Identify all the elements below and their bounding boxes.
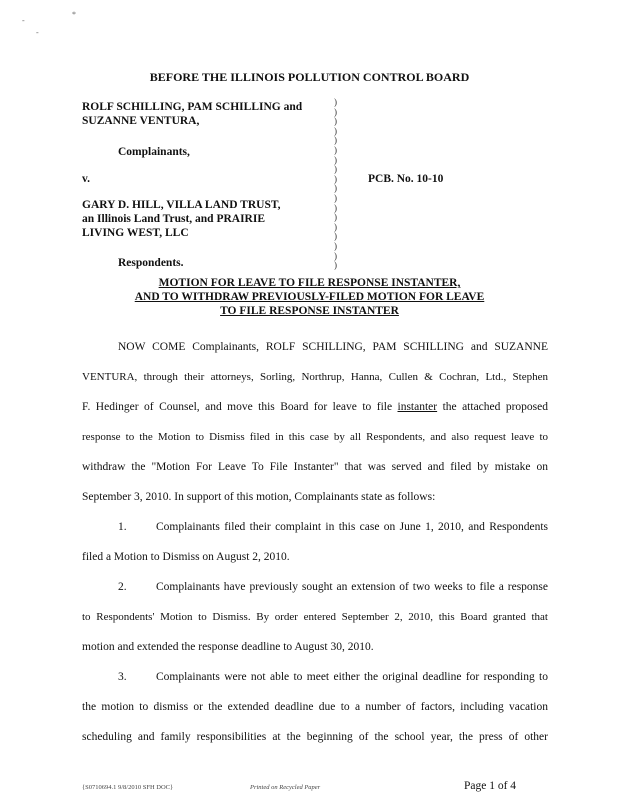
- motion-title-line: AND TO WITHDRAW PREVIOUSLY-FILED MOTION FOR LEAVE: [134, 291, 485, 303]
- defendants-line: GARY D. HILL, VILLA LAND TRUST,: [82, 199, 281, 211]
- defendants-line: LIVING WEST, LLC: [82, 227, 189, 239]
- intro-line: September 3, 2010. In support of this motion, Complainants state as follows:: [82, 491, 436, 503]
- intro-text: F. Hedinger of Counsel, and move this Board for leave to file: [82, 401, 393, 413]
- intro-line: withdraw the "Motion For Leave To File Instanter" that was served and filed by mistake on: [82, 461, 548, 473]
- defendants-role: Respondents.: [118, 257, 184, 269]
- item-line: Complainants filed their complaint in this case on June 1, 2010, and Respondents: [156, 521, 548, 533]
- board-heading: BEFORE THE ILLINOIS POLLUTION CONTROL BOARD: [149, 70, 470, 84]
- motion-title-line: TO FILE RESPONSE INSTANTER: [220, 305, 399, 317]
- intro-line: [82, 400, 548, 415]
- document-id: {S0710694.1 9/8/2010 SFH DOC}: [82, 784, 174, 791]
- plaintiffs-line: ROLF SCHILLING, PAM SCHILLING and: [82, 101, 303, 113]
- item-line: to Respondents' Motion to Dismiss. By order entered September 2, 2010, this Board granted that: [82, 611, 548, 623]
- intro-line: VENTURA, through their attorneys, Sorling, Northrup, Hanna, Cullen & Cochran, Ltd., Stephen: [82, 371, 548, 383]
- corner-mark: *: [72, 10, 76, 19]
- item-number: 1.: [118, 521, 127, 533]
- versus-label: v.: [82, 173, 90, 185]
- item-number: 3.: [118, 671, 127, 683]
- corner-mark: -: [22, 16, 25, 25]
- intro-text: the attached proposed: [442, 401, 548, 413]
- plaintiffs-role: Complainants,: [118, 146, 190, 158]
- motion-title-line: MOTION FOR LEAVE TO FILE RESPONSE INSTANTER,: [158, 277, 461, 289]
- defendants-line: an Illinois Land Trust, and PRAIRIE: [82, 213, 266, 225]
- recycled-paper-note: Printed on Recycled Paper: [250, 784, 321, 791]
- plaintiffs-line: SUZANNE VENTURA,: [82, 115, 200, 127]
- page-number: Page 1 of 4: [464, 780, 517, 792]
- corner-mark: -: [36, 28, 39, 37]
- item-line: motion and extended the response deadline to August 30, 2010.: [82, 641, 374, 653]
- instanter-word: instanter: [397, 401, 438, 413]
- item-line: the motion to dismiss or the extended deadline due to a number of factors, including vacation: [82, 701, 548, 713]
- item-line: Complainants have previously sought an extension of two weeks to file a response: [156, 581, 548, 593]
- caption-divider: ) ) ) ) ) ) ) ) ) ) ) ) ) ) ) ) ) ): [334, 97, 337, 271]
- item-line: Complainants were not able to meet either the original deadline for responding to: [156, 671, 548, 683]
- item-line: filed a Motion to Dismiss on August 2, 2010.: [82, 551, 290, 563]
- item-line: scheduling and family responsibilities at the beginning of the school year, the press of other: [82, 731, 548, 743]
- case-number: PCB. No. 10-10: [368, 173, 444, 185]
- intro-line: NOW COME Complainants, ROLF SCHILLING, PAM SCHILLING and SUZANNE: [118, 341, 548, 353]
- intro-line: response to the Motion to Dismiss filed in this case by all Respondents, and also request leave to: [82, 431, 548, 443]
- item-number: 2.: [118, 581, 127, 593]
